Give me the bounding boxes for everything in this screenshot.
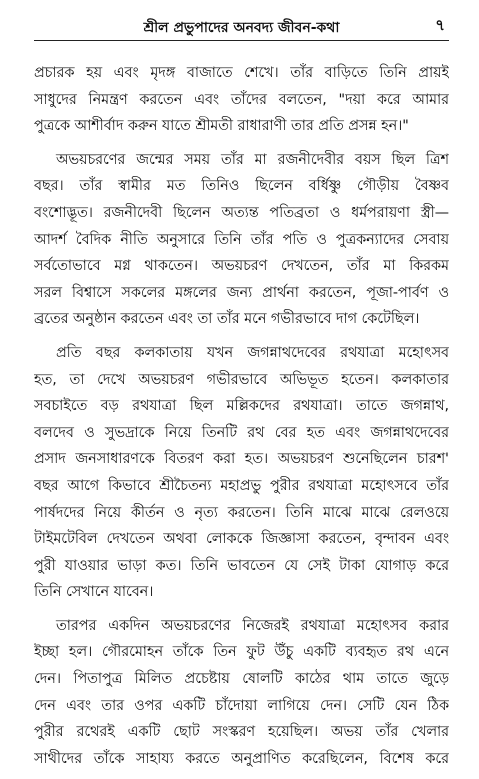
text-line: প্রসাদ জনসাধারণকে বিতরণ করা হত। অভয়চরণ শুনেছিলেন চারশ'	[34, 451, 449, 468]
text-line: প্রচারক হয় এবং মৃদঙ্গ বাজাতে শেখে। তাঁর বাড়িতে তিনি প্রায়ই	[34, 65, 449, 81]
text-line: তিনি সেখানে যাবেন।	[34, 584, 154, 601]
text-line: পুত্রকে আশীর্বাদ করুন যাতে শ্রীমতী রাধারাণী তার প্রতি প্রসন্ন হন।"	[34, 118, 409, 135]
paragraph-2	[34, 147, 449, 333]
page-number: ৭	[435, 16, 445, 34]
text-line: পুরী যাওয়ার ভাড়া কত। তিনি ভাবতেন যে সেই টাকা যোগাড় করে	[34, 557, 449, 574]
page-header	[34, 10, 449, 41]
paragraph-3	[34, 340, 449, 606]
text-line: পুরীর রথেরই একটি ছোট সংস্করণ হয়েছিল। অভয় তাঁর খেলার	[34, 724, 449, 741]
text-line: সবচাইতে বড় রথযাত্রা ছিল মল্লিকদের রথযাত্রা। তাতে জগন্নাথ,	[34, 398, 449, 415]
text-line: প্রতি বছর কলকাতায় যখন জগন্নাথদেবের রথযাত্রা মহোৎসব	[56, 344, 449, 361]
paragraph-4	[34, 613, 449, 773]
text-line: দেন এবং তার ওপর একটি চাঁদোয়া লাগিয়ে দেন। সেটি যেন ঠিক	[34, 697, 449, 714]
text-line: ব্রতের অনুষ্ঠান করতেন এবং তা তাঁর মনে গভীরভাবে দাগ কেটেছিল।	[34, 311, 420, 328]
text-line: পার্ষদদের নিয়ে কীর্তন ও নৃত্য করতেন। তিনি মাঝে মাঝে রেলওয়ে	[34, 504, 449, 521]
text-line: অভয়চরণের জন্মের সময় তাঁর মা রজনীদেবীর বয়স ছিল ত্রিশ	[56, 151, 449, 168]
text-line: আদর্শ বৈদিক নীতি অনুসারে তিনি তাঁর পতি ও পুত্রকন্যাদের সেবায়	[34, 231, 449, 248]
text-line: টাইমটেবিল দেখতেন অথবা লোককে জিজ্ঞাসা করতেন, বৃন্দাবন এবং	[34, 531, 449, 548]
text-line: সাথীদের তাঁকে সাহায্য করতে অনুপ্রাণিত করেছিলেন, বিশেষ করে	[34, 750, 449, 767]
text-line: সর্বতোভাবে মগ্ন থাকতেন। অভয়চরণ দেখতেন, তাঁর মা কিরকম	[34, 258, 449, 275]
text-line: হত, তা দেখে অভয়চরণ গভীরভাবে অভিভূত হতেন। কলকাতার	[34, 371, 449, 388]
text-line: ইচ্ছা হল। গৌরমোহন তাঁকে তিন ফুট উঁচু একটি ব্যবহৃত রথ এনে	[34, 644, 449, 661]
text-line: বছর। তাঁর স্বামীর মত তিনিও ছিলেন বর্ধিষ্ণু গৌড়ীয় বৈষ্ণব	[34, 178, 449, 195]
paragraph-1	[34, 60, 449, 140]
text-line: তারপর একদিন অভয়চরণের নিজেরই রথযাত্রা মহোৎসব করার	[56, 617, 449, 634]
text-line: সরল বিশ্বাসে সকলের মঙ্গলের জন্য প্রার্থনা করতেন, পূজা-পার্বণ ও	[34, 284, 449, 301]
text-line: সাধুদের নিমন্ত্রণ করতেন এবং তাঁদের বলতেন, "দয়া করে আমার	[34, 91, 449, 108]
page-body	[34, 60, 449, 779]
text-line: বছর আগে কিভাবে শ্রীচৈতন্য মহাপ্রভু পুরীর রথযাত্রা মহোৎসবে তাঁর	[34, 477, 449, 494]
text-line: বংশোদ্ভূত। রজনীদেবী ছিলেন অত্যন্ত পতিব্রতা ও ধর্মপরায়ণা স্ত্রী—	[34, 204, 449, 221]
running-title: শ্রীল প্রভুপাদের অনবদ্য জীবন-কথা	[143, 20, 340, 36]
text-line: দেন। পিতাপুত্র মিলিত প্রচেষ্টায় ষোলটি কাঠের থাম তাতে জুড়ে	[34, 671, 449, 688]
text-line: বলদেব ও সুভদ্রাকে নিয়ে তিনটি রথ বের হত এবং জগন্নাথদেবের	[34, 424, 449, 441]
